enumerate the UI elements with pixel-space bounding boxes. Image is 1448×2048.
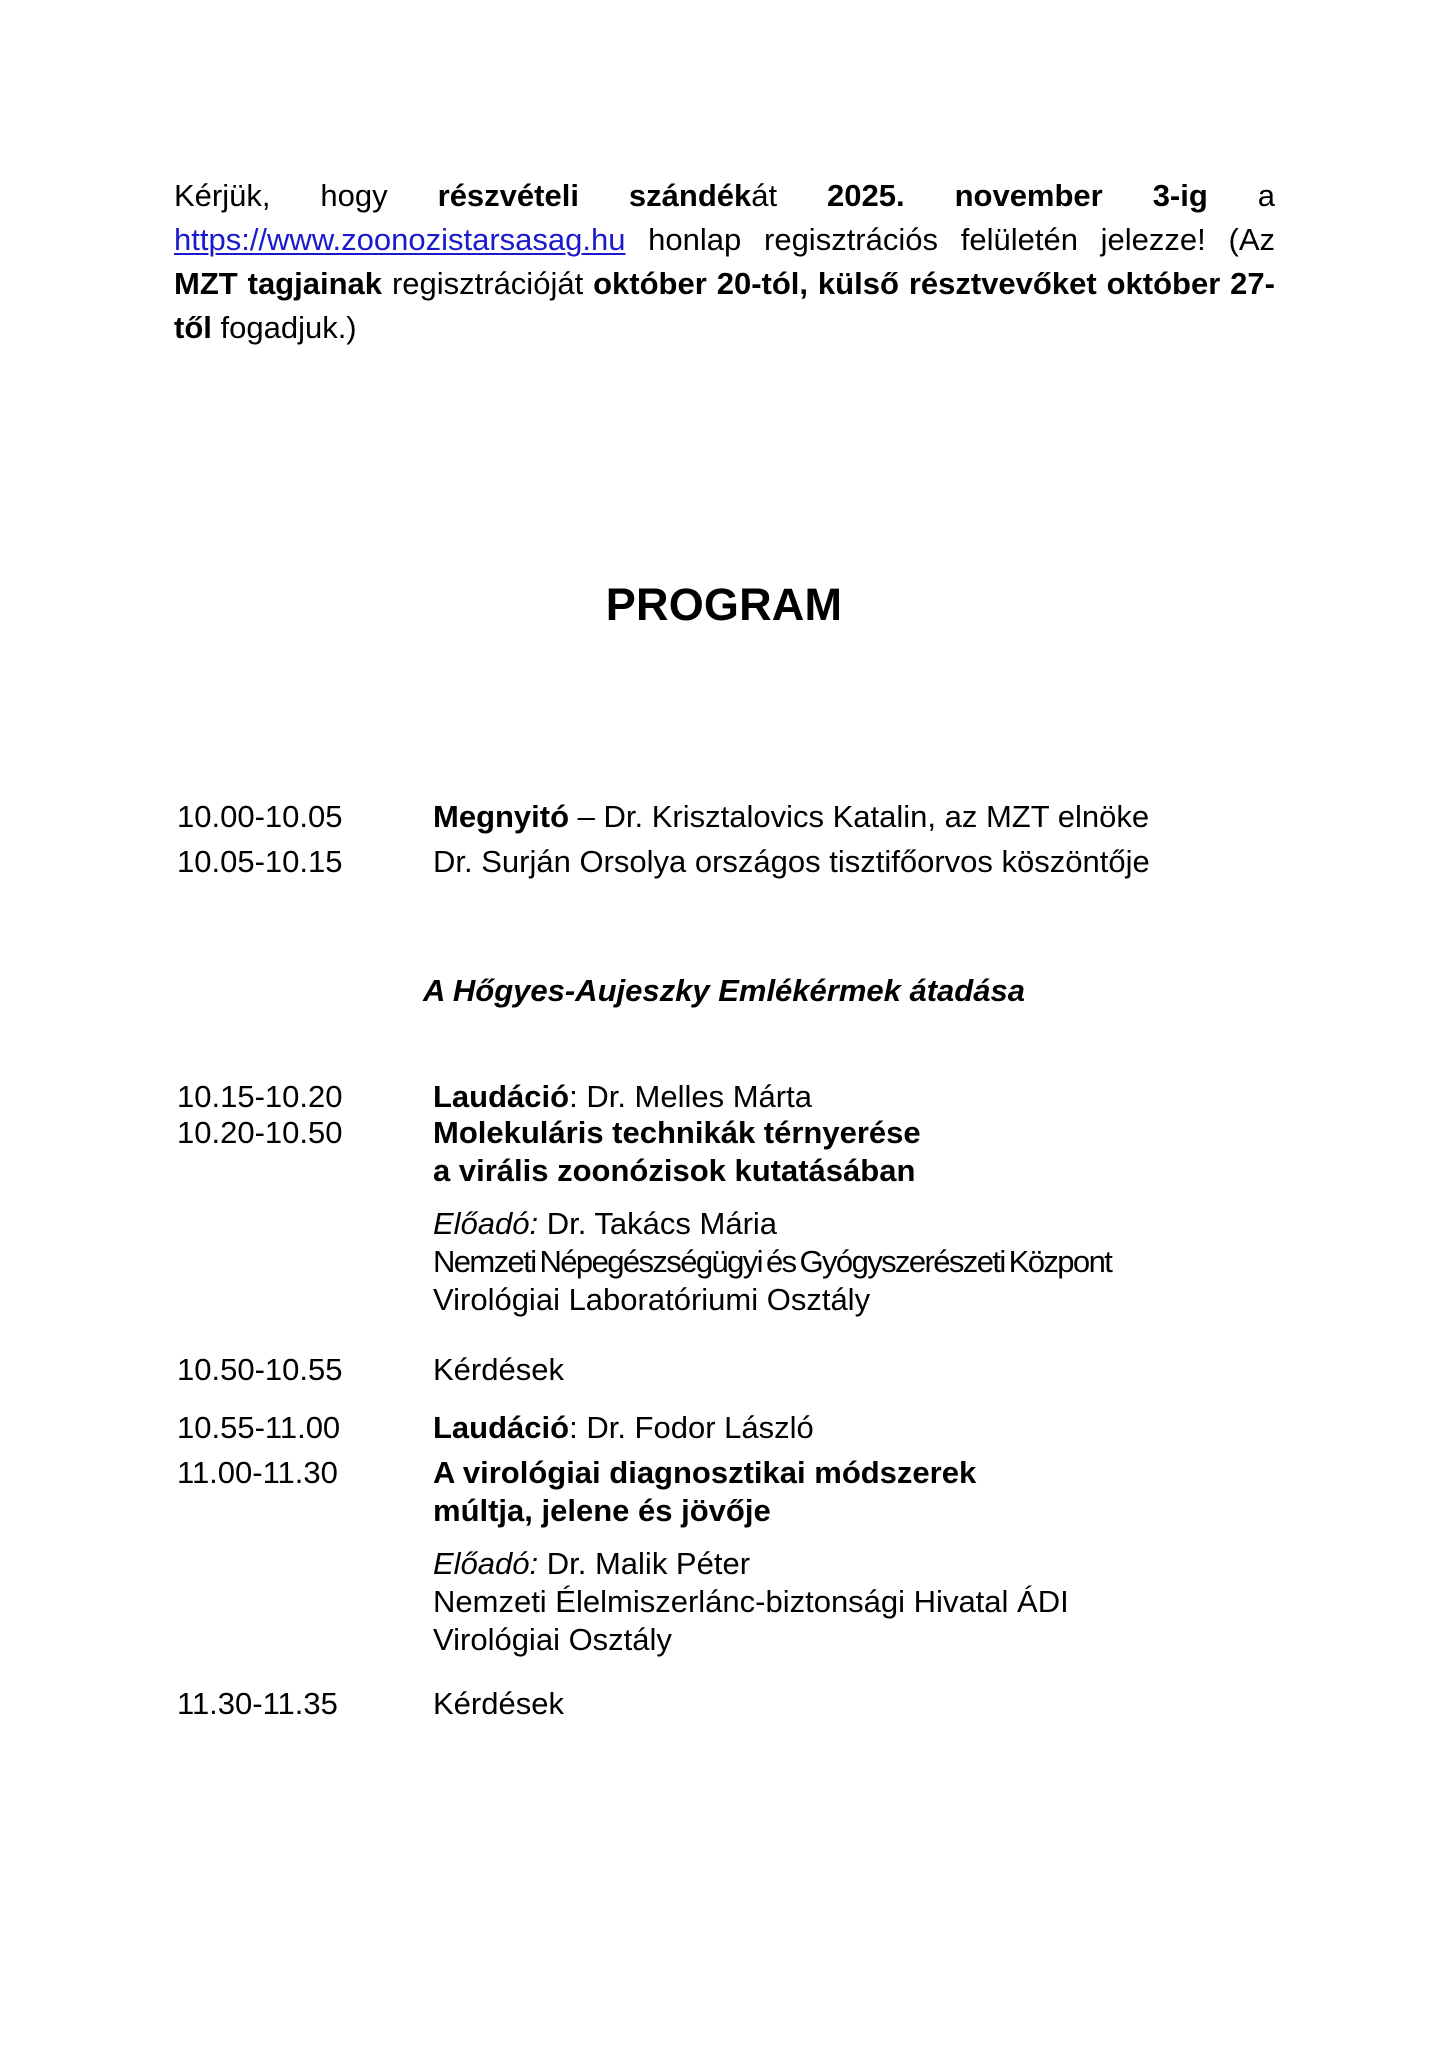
item-text: Dr. Surján Orsolya országos tisztifőorvos köszöntője (433, 844, 1150, 879)
lecture-details (433, 1114, 1111, 1319)
intro-text: regisztrációját (382, 266, 594, 301)
speaker-label: Előadó: (433, 1206, 539, 1241)
time-slot: 10.20-10.50 (177, 1115, 343, 1150)
speaker-line (433, 1545, 1069, 1583)
registration-deadline: 2025. november 3-ig (827, 178, 1208, 213)
program-item: Kérdések (433, 1352, 564, 1387)
time-slot: 10.05-10.15 (177, 844, 343, 879)
time-slot: 11.00-11.30 (177, 1455, 338, 1490)
intro-text: fogadjuk.) (211, 310, 357, 345)
time-slot: 10.55-11.00 (177, 1410, 341, 1445)
speaker-line (433, 1205, 1111, 1243)
intro-text: Kérjük, hogy (174, 178, 438, 213)
society-website-link[interactable]: https://www.zoonozistarsasag.hu (174, 222, 626, 257)
affiliation-line: Virológiai Osztály (433, 1622, 672, 1657)
program-item: Kérdések (433, 1686, 564, 1721)
intro-text: a (1207, 178, 1276, 213)
intro-text: át (751, 178, 828, 213)
speaker-name: Dr. Takács Mária (538, 1206, 778, 1241)
item-text: – Dr. Krisztalovics Katalin, az MZT elnöke (569, 799, 1150, 834)
affiliation-line: Nemzeti Népegészségügyi és Gyógyszerészeti Központ (433, 1244, 1112, 1279)
registration-paragraph (174, 174, 1275, 350)
speaker-label: Előadó: (433, 1546, 539, 1581)
lecture-title-line: A virológiai diagnosztikai módszerek (433, 1455, 977, 1490)
lecture-title-line: a virális zoonózisok kutatásában (433, 1153, 916, 1188)
award-section-subtitle: A Hőgyes-Aujeszky Emlékérmek átadása (423, 973, 1025, 1008)
program-item (433, 1409, 814, 1447)
lecture-title-line: Molekuláris technikák térnyerése (433, 1115, 921, 1150)
item-label: Laudáció (433, 1079, 570, 1114)
registration-dates: október 20-tól, külső résztvevőket október 27-től (174, 266, 1275, 345)
time-slot: 10.15-10.20 (177, 1079, 343, 1114)
intro-text: honlap regisztrációs felületén jelezze! (Az (625, 222, 1275, 257)
lecture-details (433, 1454, 1069, 1659)
program-item (433, 843, 1150, 881)
speaker-name: Dr. Malik Péter (538, 1546, 751, 1581)
affiliation-line: Nemzeti Élelmiszerlánc-biztonsági Hivatal ÁDI (433, 1584, 1069, 1619)
program-heading: PROGRAM (605, 579, 843, 630)
members-label: MZT tagjainak (174, 266, 383, 301)
lecture-title-line: múltja, jelene és jövője (433, 1493, 771, 1528)
item-text: : Dr. Fodor László (569, 1410, 814, 1445)
program-item (433, 1078, 812, 1116)
item-label: Laudáció (433, 1410, 570, 1445)
time-slot: 11.30-11.35 (177, 1686, 338, 1721)
item-text: : Dr. Melles Márta (569, 1079, 812, 1114)
intro-bold-intent: részvételi szándék (437, 178, 752, 213)
item-label: Megnyitó (433, 799, 570, 834)
time-slot: 10.50-10.55 (177, 1352, 343, 1387)
time-slot: 10.00-10.05 (177, 799, 343, 834)
program-item (433, 798, 1149, 836)
affiliation-line: Virológiai Laboratóriumi Osztály (433, 1282, 871, 1317)
